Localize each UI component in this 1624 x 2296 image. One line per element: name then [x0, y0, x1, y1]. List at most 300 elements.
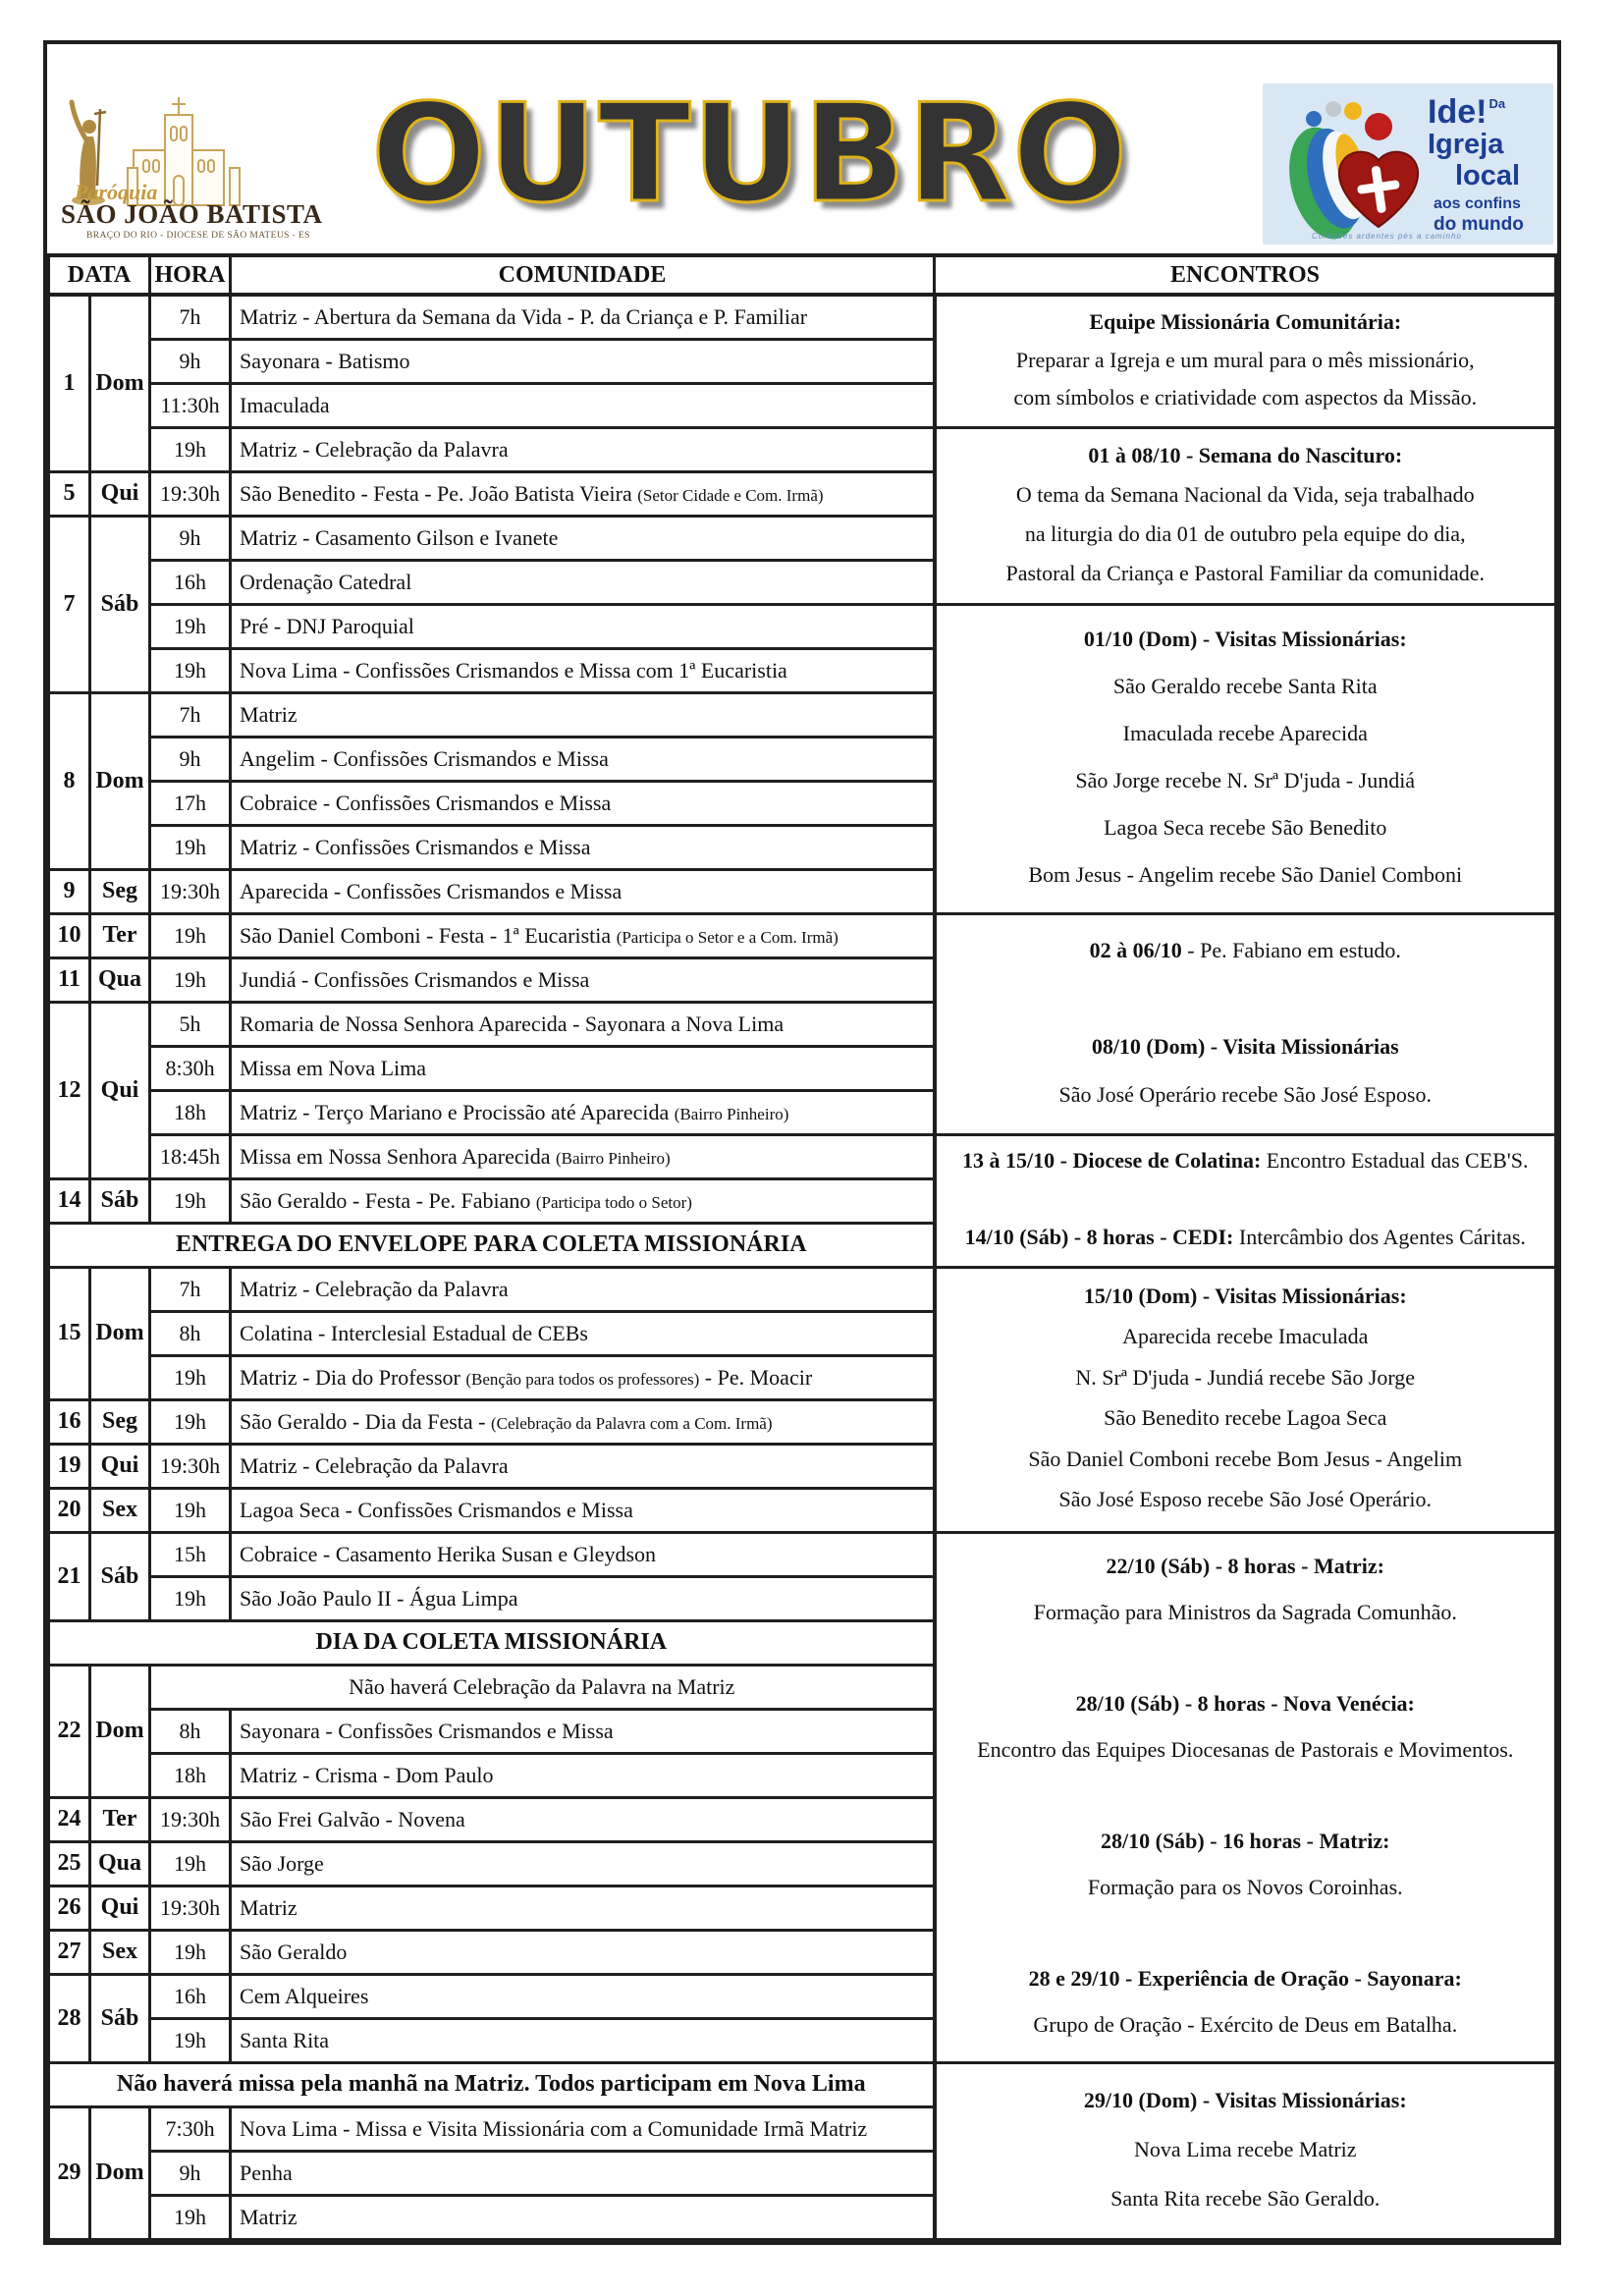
community-cell	[231, 1753, 935, 1797]
weekday-cell: Dom	[90, 1267, 150, 1399]
weekday-cell: Seg	[90, 1399, 150, 1444]
mission-word-igreja: Igreja	[1428, 129, 1504, 160]
community-text: Matriz - Celebração da Palavra	[240, 1276, 509, 1301]
mission-word-da: Da	[1489, 96, 1506, 111]
date-number-cell: 28	[49, 1974, 90, 2062]
community-note: (Setor Cidade e Com. Irmã)	[637, 485, 824, 505]
encontros-line-text: Formação para Ministros da Sagrada Comunhão.	[1033, 1599, 1457, 1624]
encontros-line-text: São Daniel Comboni recebe Bom Jesus - Angelim	[1028, 1446, 1463, 1471]
community-text: Jundiá - Confissões Crismandos e Missa	[240, 966, 590, 992]
parish-logo	[59, 89, 323, 251]
time-cell: 16h	[150, 560, 231, 604]
community-cell	[231, 1046, 935, 1090]
community-text: Matriz - Terço Mariano e Procissão até Aparecida	[240, 1099, 670, 1124]
community-cell	[231, 2151, 935, 2195]
community-cell	[231, 2195, 935, 2239]
encontros-line-heading: 15/10 (Dom) - Visitas Missionárias:	[1083, 1283, 1407, 1308]
community-cell	[231, 1930, 935, 1974]
weekday-cell: Sáb	[90, 1974, 150, 2062]
community-cell	[231, 1841, 935, 1886]
banner-cell: Não haverá missa pela manhã na Matriz. Todos participam em Nova Lima	[49, 2062, 935, 2106]
encontros-line	[1098, 1405, 1392, 1431]
time-cell: 19h	[150, 427, 231, 471]
encontros-line	[1078, 1284, 1413, 1309]
time-cell: 15h	[150, 1532, 231, 1576]
encontros-line-heading: 13 à 15/10 - Diocese de Colatina:	[962, 1148, 1262, 1174]
date-number-cell: 9	[49, 869, 90, 913]
mission-footprint-icon	[1263, 83, 1430, 245]
encontros-line-text: Preparar a Igreja e um mural para o mês missionário,	[1015, 347, 1475, 372]
weekday-cell: Qua	[90, 1841, 150, 1886]
community-cell	[231, 1974, 935, 2018]
community-cell	[231, 692, 935, 737]
time-cell: 18:45h	[150, 1134, 231, 1178]
encontros-line	[1084, 938, 1407, 963]
mission-month-logo	[1263, 83, 1553, 245]
community-cell	[231, 1886, 935, 1930]
date-number-cell: 27	[49, 1930, 90, 1974]
community-cell	[231, 427, 935, 471]
encontros-line	[1101, 1554, 1391, 1579]
community-cell	[231, 1797, 935, 1841]
encontros-line	[1095, 1829, 1396, 1854]
encontros-line	[1027, 2012, 1463, 2038]
calendar-row	[49, 604, 1556, 648]
encontros-line-text: São José Operário recebe São José Esposo.	[1058, 1081, 1432, 1107]
community-cell	[231, 604, 935, 648]
community-cell	[231, 2106, 935, 2151]
community-note: (Celebração da Palavra com a Com. Irmã)	[491, 1413, 773, 1433]
encontros-line	[1082, 1875, 1409, 1900]
time-cell: 5h	[150, 1002, 231, 1046]
time-cell: 19:30h	[150, 471, 231, 516]
weekday-cell: Qui	[90, 1444, 150, 1488]
date-number-cell: 15	[49, 1267, 90, 1399]
encontros-line-heading: 01/10 (Dom) - Visitas Missionárias:	[1083, 627, 1407, 652]
community-cell	[231, 1709, 935, 1753]
parish-name: SÃO JOÃO BATISTA	[61, 199, 323, 229]
parish-name-script: Paróquia	[75, 180, 158, 204]
encontros-line-heading: 22/10 (Sáb) - 8 horas - Matriz:	[1106, 1554, 1385, 1579]
community-text: Matriz - Casamento Gilson e Ivanete	[240, 524, 559, 550]
encontros-box	[937, 297, 1554, 423]
community-cell	[231, 1355, 935, 1399]
header-row	[49, 255, 1556, 295]
encontros-line	[1116, 1324, 1374, 1349]
encontros-line-text: com símbolos e criatividade com aspectos da Missão.	[1013, 385, 1478, 410]
encontros-line-heading: 28 e 29/10 - Experiência de Oração - Sayonara:	[1028, 1966, 1462, 1992]
mission-slogan: Corações ardentes pés a caminho	[1312, 232, 1462, 241]
encontros-line	[1069, 768, 1421, 793]
time-cell: 7h	[150, 692, 231, 737]
community-text: São Benedito - Festa - Pe. João Batista Vieira	[240, 480, 632, 506]
community-text: Missa em Nossa Senhora Aparecida	[240, 1143, 551, 1169]
community-note: (Participa todo o Setor)	[535, 1192, 692, 1212]
encontros-line	[1001, 561, 1491, 586]
community-note: (Benção para todos os professores)	[465, 1369, 700, 1389]
encontros-line-text: Lagoa Seca recebe São Benedito	[1104, 814, 1387, 840]
full-width-row	[49, 2062, 1556, 2106]
encontros-line-text: Grupo de Oração - Exército de Deus em Batalha.	[1033, 2011, 1458, 2037]
calendar-row	[49, 1532, 1556, 1576]
encontros-line	[1086, 1034, 1405, 1060]
month-title: OUTUBRO	[371, 75, 1129, 233]
community-cell	[231, 825, 935, 869]
encontros-line-heading: 29/10 (Dom) - Visitas Missionárias:	[1083, 2087, 1407, 2112]
encontros-line-text: - Pe. Fabiano em estudo.	[1181, 937, 1401, 962]
encontros-line	[1239, 1186, 1251, 1212]
community-cell	[231, 1444, 935, 1488]
community-text: Aparecida - Confissões Crismandos e Missa	[240, 878, 623, 903]
date-number-cell: 8	[49, 692, 90, 869]
encontros-line-text: Pastoral da Criança e Pastoral Familiar da comunidade.	[1005, 560, 1486, 585]
time-cell: 19h	[150, 2018, 231, 2062]
encontros-line	[1054, 1082, 1437, 1108]
encontros-line	[1117, 721, 1374, 746]
weekday-cell: Qui	[90, 471, 150, 516]
community-text: Nova Lima - Missa e Visita Missionária com a Comunidade Irmã Matriz	[240, 2115, 868, 2141]
mission-word-local: local	[1455, 160, 1521, 191]
community-text: Sayonara - Batismo	[240, 348, 410, 373]
toe-blue	[1306, 111, 1322, 127]
encontros-box	[937, 2064, 1554, 2235]
encontros-box	[937, 429, 1554, 600]
calendar-row	[49, 295, 1556, 339]
date-number-cell: 19	[49, 1444, 90, 1488]
mission-word-mundo: do mundo	[1434, 214, 1524, 235]
encontros-line	[1022, 862, 1468, 888]
encontros-line-text: Encontro Estadual das CEB'S.	[1261, 1148, 1529, 1174]
community-cell	[231, 1178, 935, 1223]
time-cell: 19:30h	[150, 1444, 231, 1488]
weekday-cell: Qua	[90, 957, 150, 1002]
community-text: Matriz	[240, 2204, 298, 2229]
encontros-line-heading: 02 à 06/10	[1089, 937, 1182, 962]
banner-cell: ENTREGA DO ENVELOPE PARA COLETA MISSIONÁRIA	[49, 1223, 935, 1267]
encontros-line-text: N. Srª D'juda - Jundiá recebe São Jorge	[1075, 1364, 1416, 1390]
encontros-box	[937, 1534, 1554, 2058]
time-cell: 18h	[150, 1090, 231, 1134]
encontros-line	[1239, 1782, 1251, 1808]
encontros-line-text: Imaculada recebe Aparecida	[1122, 721, 1368, 746]
community-cell	[231, 339, 935, 383]
encontros-cell	[935, 1134, 1556, 1267]
encontros-line	[971, 1737, 1519, 1763]
encontros-line-text: O tema da Semana Nacional da Vida, seja trabalhado	[1015, 481, 1475, 507]
community-text: São Jorge	[240, 1850, 324, 1876]
community-note: (Participa o Setor e a Com. Irmã)	[616, 927, 839, 947]
encontros-cell	[935, 2062, 1556, 2239]
encontros-line-text: Encontro das Equipes Diocesanas de Pastorais e Movimentos.	[977, 1736, 1514, 1762]
parish-subtitle: BRAÇO DO RIO - DIOCESE DE SÃO MATEUS - ES	[86, 231, 310, 241]
date-number-cell: 29	[49, 2106, 90, 2239]
community-text: Missa em Nova Lima	[240, 1055, 427, 1080]
encontros-cell	[935, 604, 1556, 913]
banner-cell: DIA DA COLETA MISSIONÁRIA	[49, 1620, 935, 1665]
date-number-cell: 11	[49, 957, 90, 1002]
community-text: São Geraldo - Dia da Festa -	[240, 1408, 486, 1434]
date-number-cell: 21	[49, 1532, 90, 1620]
encontros-line	[1022, 1447, 1468, 1472]
weekday-cell: Sáb	[90, 1178, 150, 1223]
time-cell: 18h	[150, 1753, 231, 1797]
encontros-line-text: Bom Jesus - Angelim recebe São Daniel Comboni	[1028, 861, 1463, 887]
no-celebration-cell: Não haverá Celebração da Palavra na Matriz	[150, 1665, 935, 1709]
community-text: Penha	[240, 2159, 293, 2185]
encontros-line	[1023, 1966, 1468, 1992]
encontros-line-text: São Benedito recebe Lagoa Seca	[1104, 1405, 1387, 1431]
encontros-cell	[935, 913, 1556, 1134]
time-cell: 8h	[150, 1311, 231, 1355]
weekday-cell: Ter	[90, 913, 150, 957]
calendar-row	[49, 1134, 1556, 1178]
encontros-line	[1078, 2088, 1413, 2113]
community-text: Matriz - Confissões Crismandos e Missa	[240, 834, 591, 859]
community-text: Matriz - Crisma - Dom Paulo	[240, 1762, 494, 1787]
community-cell	[231, 1532, 935, 1576]
time-cell: 9h	[150, 737, 231, 781]
community-cell	[231, 869, 935, 913]
time-cell: 16h	[150, 1974, 231, 2018]
encontros-line	[1070, 1691, 1421, 1717]
time-cell: 7:30h	[150, 2106, 231, 2151]
community-text: São Frei Galvão - Novena	[240, 1806, 465, 1831]
weekday-cell: Sex	[90, 1488, 150, 1532]
community-text: São João Paulo II - Água Limpa	[240, 1585, 518, 1611]
encontros-line	[1010, 482, 1481, 508]
weekday-cell: Dom	[90, 295, 150, 471]
community-text: Cobraice - Casamento Herika Susan e Gleydson	[240, 1541, 657, 1566]
encontros-line	[1083, 309, 1407, 335]
weekday-cell: Seg	[90, 869, 150, 913]
date-number-cell: 5	[49, 471, 90, 516]
weekday-cell: Sáb	[90, 1532, 150, 1620]
calendar-row	[49, 427, 1556, 471]
time-cell: 11:30h	[150, 383, 231, 427]
time-cell: 19h	[150, 1399, 231, 1444]
encontros-line-text: Aparecida recebe Imaculada	[1122, 1324, 1369, 1349]
encontros-line	[1010, 348, 1481, 373]
encontros-line	[1239, 1920, 1251, 1945]
community-cell	[231, 1002, 935, 1046]
community-text: Colatina - Interclesial Estadual de CEBs	[240, 1320, 588, 1345]
time-cell: 9h	[150, 2151, 231, 2195]
community-cell	[231, 1576, 935, 1620]
community-cell	[231, 1488, 935, 1532]
community-cell	[231, 1090, 935, 1134]
encontros-line-heading: 28/10 (Sáb) - 8 horas - Nova Venécia:	[1075, 1691, 1415, 1717]
date-number-cell: 20	[49, 1488, 90, 1532]
date-number-cell: 12	[49, 1002, 90, 1178]
encontros-box	[937, 915, 1554, 1130]
weekday-cell: Dom	[90, 692, 150, 869]
community-cell	[231, 383, 935, 427]
toe-gray	[1326, 101, 1341, 117]
community-cell	[231, 957, 935, 1002]
weekday-cell: Dom	[90, 1665, 150, 1797]
community-text: Matriz	[240, 701, 298, 727]
encontros-line-text: na liturgia do dia 01 de outubro pela equipe do dia,	[1024, 520, 1466, 546]
encontros-line-text: Santa Rita recebe São Geraldo.	[1110, 2185, 1380, 2211]
community-text: Matriz - Dia do Professor	[240, 1364, 460, 1390]
encontros-box	[937, 1136, 1554, 1263]
time-cell: 19h	[150, 1576, 231, 1620]
mission-word-ide: Ide!	[1428, 93, 1488, 131]
col-header-encontros: ENCONTROS	[935, 255, 1556, 295]
calendar-row	[49, 1267, 1556, 1311]
date-number-cell: 24	[49, 1797, 90, 1841]
encontros-line	[956, 1148, 1535, 1174]
community-text: Matriz - Celebração da Palavra	[240, 1452, 509, 1478]
community-text: Imaculada	[240, 392, 330, 417]
weekday-cell: Sex	[90, 1930, 150, 1974]
community-cell	[231, 2018, 935, 2062]
community-cell	[231, 913, 935, 957]
weekday-cell: Ter	[90, 1797, 150, 1841]
time-cell: 19:30h	[150, 1886, 231, 1930]
time-cell: 19h	[150, 957, 231, 1002]
weekday-cell: Sáb	[90, 516, 150, 692]
encontros-line	[1007, 385, 1483, 410]
time-cell: 19h	[150, 1930, 231, 1974]
community-cell	[231, 560, 935, 604]
community-text-tail: - Pe. Moacir	[699, 1364, 813, 1390]
time-cell: 19h	[150, 2195, 231, 2239]
time-cell: 8h	[150, 1709, 231, 1753]
date-number-cell: 10	[49, 913, 90, 957]
community-cell	[231, 1399, 935, 1444]
date-number-cell: 7	[49, 516, 90, 692]
encontros-line-heading: 28/10 (Sáb) - 16 horas - Matriz:	[1101, 1829, 1390, 1854]
date-number-cell: 25	[49, 1841, 90, 1886]
time-cell: 19:30h	[150, 1797, 231, 1841]
encontros-box	[937, 1269, 1554, 1528]
time-cell: 8:30h	[150, 1046, 231, 1090]
encontros-line-text: São Jorge recebe N. Srª D'juda - Jundiá	[1075, 767, 1416, 793]
encontros-cell	[935, 1267, 1556, 1532]
encontros-line-heading: 01 à 08/10 - Semana do Nascituro:	[1088, 442, 1403, 467]
encontros-line	[1098, 815, 1392, 841]
date-number-cell: 16	[49, 1399, 90, 1444]
weekday-cell: Qui	[90, 1886, 150, 1930]
encontros-line	[1069, 1365, 1421, 1391]
encontros-line	[959, 1225, 1532, 1250]
time-cell: 19h	[150, 913, 231, 957]
community-text: São Geraldo - Festa - Pe. Fabiano	[240, 1187, 531, 1213]
community-text: Lagoa Seca - Confissões Crismandos e Missa	[240, 1497, 633, 1522]
community-text: Ordenação Catedral	[240, 569, 412, 594]
col-header-data: DATA	[49, 255, 150, 295]
encontros-line	[1239, 1645, 1251, 1670]
encontros-cell	[935, 295, 1556, 427]
weekday-cell: Dom	[90, 2106, 150, 2239]
encontros-box	[937, 606, 1554, 909]
time-cell: 19h	[150, 1841, 231, 1886]
time-cell: 9h	[150, 516, 231, 560]
community-text: Angelim - Confissões Crismandos e Missa	[240, 745, 609, 771]
encontros-line	[1019, 521, 1472, 547]
community-text: Santa Rita	[240, 2027, 330, 2052]
col-header-hora: HORA	[150, 255, 231, 295]
community-text: Cem Alqueires	[240, 1983, 369, 2008]
encontros-line	[1082, 443, 1408, 468]
community-cell	[231, 781, 935, 825]
time-cell: 7h	[150, 1267, 231, 1311]
encontros-line	[1054, 1487, 1437, 1512]
encontros-line-text: Formação para os Novos Coroinhas.	[1087, 1874, 1403, 1899]
date-number-cell: 1	[49, 295, 90, 471]
community-cell	[231, 1134, 935, 1178]
encontros-line	[1105, 2186, 1385, 2212]
community-cell	[231, 516, 935, 560]
mission-word-confins: aos confins	[1434, 195, 1521, 212]
community-text: Matriz - Abertura da Semana da Vida - P. da Criança e P. Familiar	[240, 303, 808, 329]
encontros-line-heading: 08/10 (Dom) - Visita Missionárias	[1091, 1033, 1399, 1059]
weekday-cell: Qui	[90, 1002, 150, 1178]
community-cell	[231, 737, 935, 781]
encontros-cell	[935, 1532, 1556, 2062]
encontros-line	[1028, 1600, 1463, 1625]
col-header-comunidade: COMUNIDADE	[231, 255, 935, 295]
calendar-table	[47, 253, 1557, 2241]
encontros-line-heading: 14/10 (Sáb) - 8 horas - CEDI:	[964, 1224, 1234, 1249]
encontros-line-heading: Equipe Missionária Comunitária:	[1089, 308, 1402, 334]
time-cell: 9h	[150, 339, 231, 383]
community-cell	[231, 1311, 935, 1355]
time-cell: 19h	[150, 1178, 231, 1223]
encontros-line-text: Intercâmbio dos Agentes Cáritas.	[1233, 1224, 1526, 1249]
community-cell	[231, 1267, 935, 1311]
community-text: São Geraldo	[240, 1939, 348, 1964]
time-cell: 19:30h	[150, 869, 231, 913]
community-text: Nova Lima - Confissões Crismandos e Missa com 1ª Eucaristia	[240, 657, 787, 683]
encontros-line	[1128, 2137, 1363, 2162]
encontros-line	[1108, 674, 1383, 699]
community-text: Romaria de Nossa Senhora Aparecida - Sayonara a Nova Lima	[240, 1011, 785, 1036]
header-band	[47, 44, 1557, 253]
community-text: Matriz	[240, 1894, 298, 1920]
community-text: Pré - DNJ Paroquial	[240, 613, 414, 638]
encontros-line-text: São José Esposo recebe São José Operário.	[1058, 1487, 1432, 1512]
time-cell: 7h	[150, 295, 231, 339]
community-cell	[231, 648, 935, 692]
community-cell	[231, 295, 935, 339]
date-number-cell: 22	[49, 1665, 90, 1797]
community-text: Sayonara - Confissões Crismandos e Missa	[240, 1718, 614, 1743]
time-cell: 19h	[150, 825, 231, 869]
date-number-cell: 26	[49, 1886, 90, 1930]
document-page	[43, 40, 1561, 2245]
date-number-cell: 14	[49, 1178, 90, 1223]
community-note: (Bairro Pinheiro)	[674, 1104, 789, 1123]
community-text: São Daniel Comboni - Festa - 1ª Eucaristia	[240, 922, 612, 948]
encontros-line-text: Nova Lima recebe Matriz	[1133, 2136, 1357, 2161]
community-cell	[231, 471, 935, 516]
toe-red	[1365, 113, 1392, 140]
time-cell: 19h	[150, 604, 231, 648]
encontros-line	[1239, 986, 1251, 1011]
community-text: Cobraice - Confissões Crismandos e Missa	[240, 790, 612, 815]
time-cell: 19h	[150, 1355, 231, 1399]
toe-yellow	[1344, 102, 1362, 120]
time-cell: 19h	[150, 648, 231, 692]
encontros-line	[1078, 627, 1413, 652]
community-note: (Bairro Pinheiro)	[556, 1148, 671, 1168]
mission-logo-text	[1428, 95, 1524, 234]
community-text: Matriz - Celebração da Palavra	[240, 436, 509, 462]
calendar-row	[49, 913, 1556, 957]
time-cell: 17h	[150, 781, 231, 825]
